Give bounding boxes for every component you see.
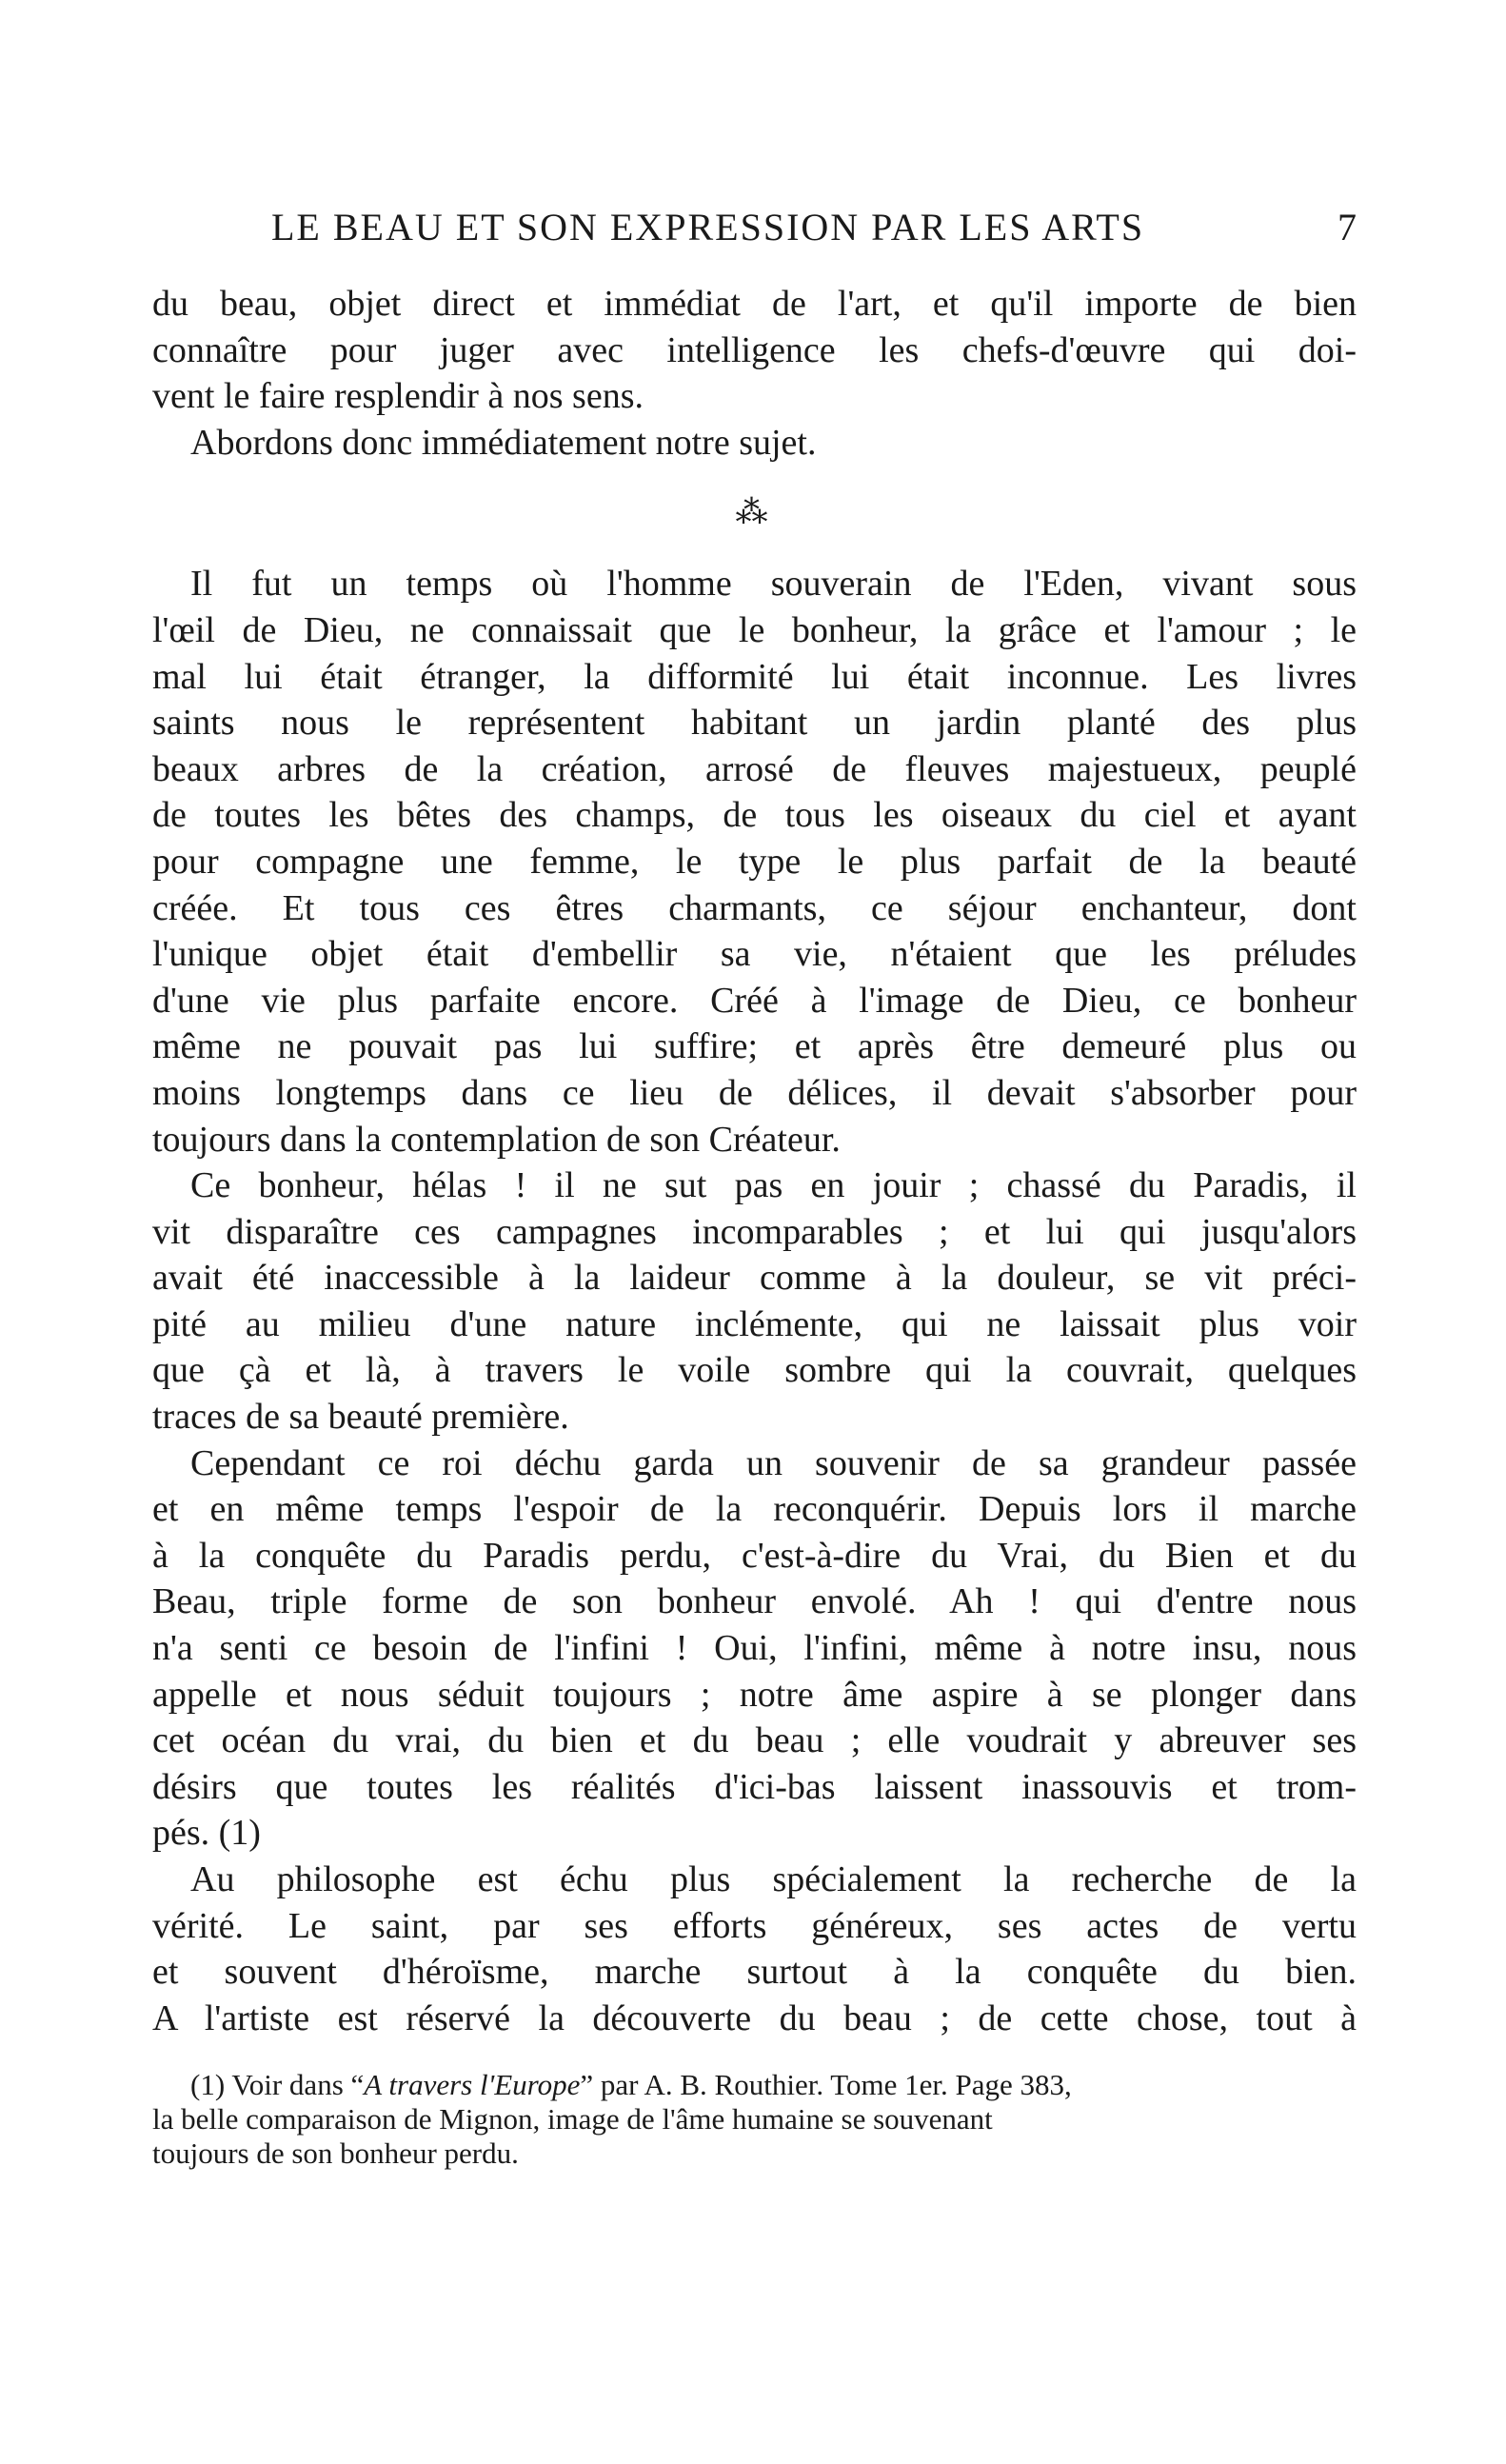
text-line: et souvent d'héroïsme, marche surtout à la conquête du bien.: [152, 1952, 1357, 1993]
text-line: Au philosophe est échu plus spécialement la recherche de la: [190, 1859, 1357, 1899]
text-line: vérité. Le saint, par ses efforts généreux, ses actes de vertu: [152, 1905, 1357, 1946]
text-line: vit disparaître ces campagnes incomparables ; et lui qui jusqu'alors: [152, 1211, 1357, 1252]
text-line: pour compagne une femme, le type le plus parfait de la beauté: [152, 841, 1357, 882]
paragraph: [152, 420, 1357, 467]
text-line: de toutes les bêtes des champs, de tous les oiseaux du ciel et ayant: [152, 795, 1357, 836]
text-line: que çà et là, à travers le voile sombre qui la couvrait, quelques: [152, 1350, 1357, 1391]
paragraph: [152, 1162, 1357, 1441]
footnote-text: ” par A. B. Routhier. Tome 1er. Page 383,: [580, 2068, 1072, 2102]
text-line: appelle et nous séduit toujours ; notre âme aspire à se plonger dans: [152, 1674, 1357, 1715]
footnote-marker: (1): [190, 2068, 226, 2102]
text-line: l'œil de Dieu, ne connaissait que le bonheur, la grâce et l'amour ; le: [152, 609, 1357, 650]
text-line: n'a senti ce besoin de l'infini ! Oui, l'infini, même à notre insu, nous: [152, 1628, 1357, 1669]
footnote-line: la belle comparaison de Mignon, image de l'âme humaine se souvenant: [152, 2102, 993, 2136]
footnote-cited-title: A travers l'Europe: [364, 2068, 581, 2102]
text-line: désirs que toutes les réalités d'ici-bas laissent inassouvis et trom-: [152, 1766, 1357, 1807]
text-line: pité au milieu d'une nature inclémente, qui ne laissait plus voir: [152, 1303, 1357, 1344]
text-line: Il fut un temps où l'homme souverain de l'Eden, vivant sous: [190, 564, 1357, 605]
text-line: vent le faire resplendir à nos sens.: [152, 376, 644, 417]
paragraph: [152, 1857, 1357, 2041]
paragraph: [152, 1441, 1357, 1857]
book-page: [152, 205, 1357, 2171]
text-line: avait été inaccessible à la laideur comme à la douleur, se vit préci-: [152, 1258, 1357, 1299]
text-line: et en même temps l'espoir de la reconquérir. Depuis lors il marche: [152, 1489, 1357, 1530]
text-line: Cependant ce roi déchu garda un souvenir de sa grandeur passée: [190, 1442, 1357, 1483]
text-line: moins longtemps dans ce lieu de délices, il devait s'absorber pour: [152, 1072, 1357, 1113]
footnote-line: toujours de son bonheur perdu.: [152, 2136, 519, 2171]
text-line: connaître pour juger avec intelligence les chefs-d'œuvre qui doi-: [152, 329, 1357, 370]
footnote: [152, 2068, 1357, 2171]
page-header: [152, 205, 1357, 262]
page-number: 7: [1338, 206, 1357, 248]
asterism-separator: ⁂: [735, 495, 774, 531]
text-line: A l'artiste est réservé la découverte du beau ; de cette chose, tout à: [152, 1997, 1357, 2038]
text-line: traces de sa beauté première.: [152, 1397, 569, 1438]
footnote-line: [152, 2068, 1357, 2102]
text-line: Ce bonheur, hélas ! il ne sut pas en jouir ; chassé du Paradis, il: [190, 1165, 1357, 1206]
text-line: cet océan du vrai, du bien et du beau ; elle voudrait y abreuver ses: [152, 1720, 1357, 1761]
running-title: LE BEAU ET SON EXPRESSION PAR LES ARTS: [271, 206, 1145, 248]
paragraph: [152, 281, 1357, 420]
footnote-text: Voir dans “: [231, 2068, 365, 2102]
text-line: d'une vie plus parfaite encore. Créé à l'image de Dieu, ce bonheur: [152, 980, 1357, 1021]
text-line: beaux arbres de la création, arrosé de fleuves majestueux, peuplé: [152, 748, 1357, 789]
text-line: toujours dans la contemplation de son Créateur.: [152, 1119, 841, 1160]
body-text: [152, 281, 1357, 2041]
text-line: à la conquête du Paradis perdu, c'est-à-dire du Vrai, du Bien et du: [152, 1535, 1357, 1576]
text-line: du beau, objet direct et immédiat de l'art, et qu'il importe de bien: [152, 284, 1357, 324]
text-line: saints nous le représentent habitant un jardin planté des plus: [152, 703, 1357, 744]
text-line: même ne pouvait pas lui suffire; et après être demeuré plus ou: [152, 1026, 1357, 1067]
paragraph: [152, 561, 1357, 1162]
text-line: pés. (1): [152, 1813, 261, 1854]
text-line: Beau, triple forme de son bonheur envolé. Ah ! qui d'entre nous: [152, 1581, 1357, 1622]
text-line: mal lui était étranger, la difformité lui était inconnue. Les livres: [152, 656, 1357, 697]
text-line: Abordons donc immédiatement notre sujet.: [190, 422, 817, 463]
text-line: l'unique objet était d'embellir sa vie, n'étaient que les préludes: [152, 934, 1357, 975]
text-line: créée. Et tous ces êtres charmants, ce séjour enchanteur, dont: [152, 887, 1357, 928]
